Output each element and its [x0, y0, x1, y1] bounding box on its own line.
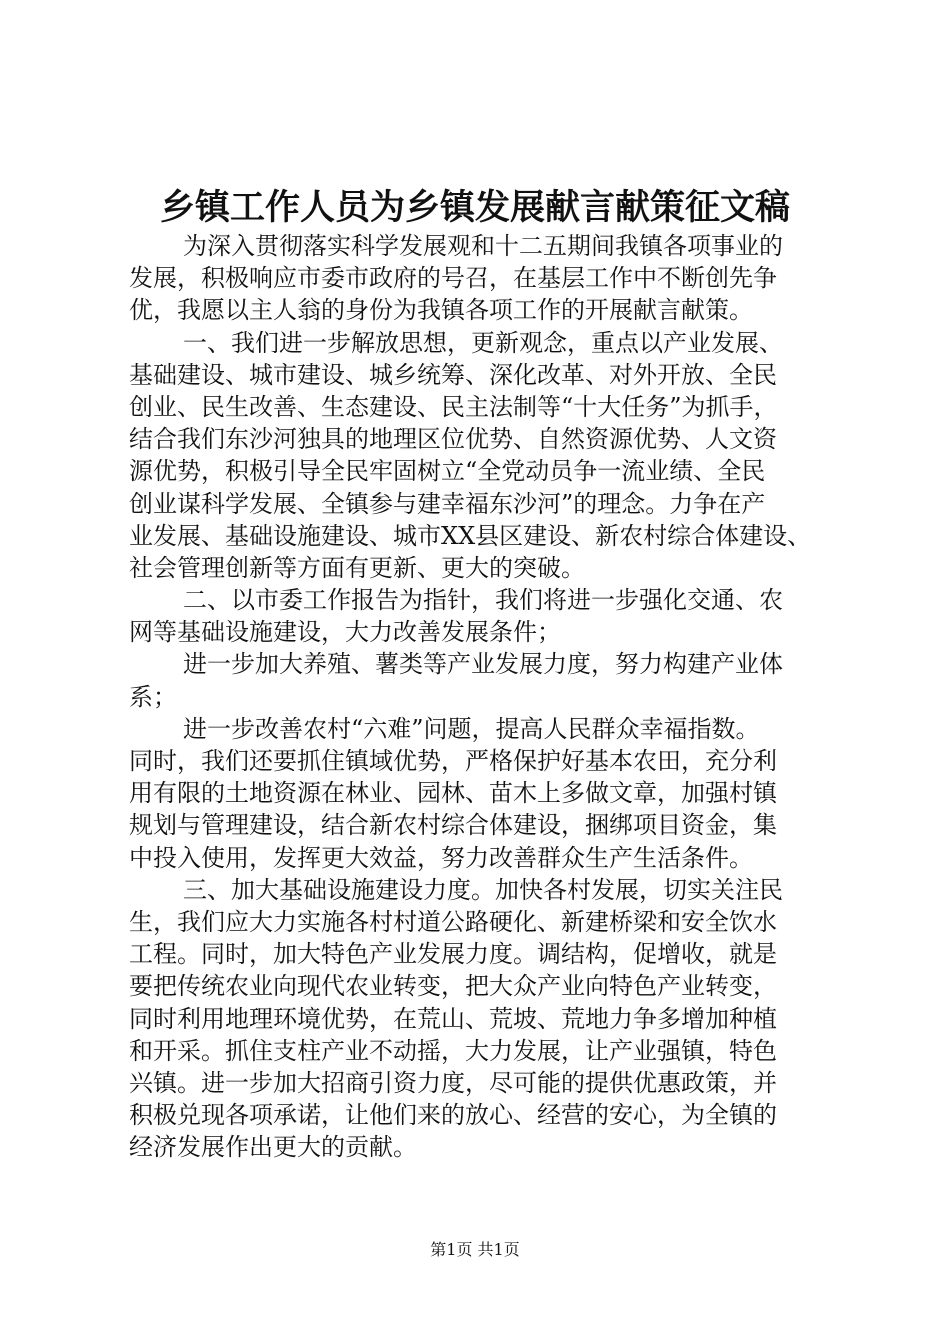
document-body: [129, 230, 837, 1163]
paragraph-line: 社会管理创新等方面有更新、更大的突破。: [129, 553, 585, 582]
page-number-footer: 第1页 共1页: [430, 1240, 520, 1259]
paragraph-line: 同时利用地理环境优势，在荒山、荒坡、荒地力争多增加种植: [129, 1004, 777, 1033]
paragraph-line: 积极兑现各项承诺，让他们来的放心、经营的安心，为全镇的: [129, 1101, 777, 1130]
paragraph-line: 要把传统农业向现代农业转变，把大众产业向特色产业转变，: [129, 972, 777, 1001]
document-title: 乡镇工作人员为乡镇发展献言献策征文稿: [159, 187, 790, 228]
paragraph-line: 用有限的土地资源在林业、园林、苗木上多做文章，加强村镇: [129, 779, 777, 808]
paragraph-line: 为深入贯彻落实科学发展观和十二五期间我镇各项事业的: [183, 232, 783, 260]
paragraph-line: 结合我们东沙河独具的地理区位优势、自然资源优势、人文资: [129, 425, 777, 454]
paragraph-line: 三、加大基础设施建设力度。加快各村发展，切实关注民: [183, 875, 783, 904]
paragraph-line: 一、我们进一步解放思想，更新观念，重点以产业发展、: [183, 328, 783, 357]
paragraph-line: 进一步加大养殖、薯类等产业发展力度，努力构建产业体: [183, 650, 783, 679]
paragraph-line: 优，我愿以主人翁的身份为我镇各项工作的开展献言献策。: [129, 296, 753, 325]
paragraph-line: 发展，积极响应市委市政府的号召，在基层工作中不断创先争: [129, 264, 777, 293]
paragraph-line: 创业、民生改善、生态建设、民主法制等“十大任务”为抓手，: [129, 392, 778, 421]
paragraph-line: 经济发展作出更大的贡献。: [129, 1133, 417, 1162]
paragraph-line: 源优势，积极引导全民牢固树立“全党动员争一流业绩、全民: [129, 457, 766, 486]
paragraph-line: 系；: [129, 682, 177, 711]
paragraph-line: 二、以市委工作报告为指针，我们将进一步强化交通、农: [183, 586, 783, 615]
paragraph-line: 同时，我们还要抓住镇域优势，严格保护好基本农田，充分利: [129, 747, 777, 775]
paragraph-line: 进一步改善农村“六难”问题，提高人民群众幸福指数。: [183, 714, 760, 743]
paragraph-line: 规划与管理建设，结合新农村综合体建设，捆绑项目资金，集: [129, 811, 777, 840]
paragraph-line: 工程。同时，加大特色产业发展力度。调结构，促增收，就是: [129, 940, 777, 969]
paragraph-line: 网等基础设施建设，大力改善发展条件；: [129, 618, 561, 647]
paragraph-line: 生，我们应大力实施各村村道公路硬化、新建桥梁和安全饮水: [129, 907, 777, 936]
paragraph-line: 和开采。抓住支柱产业不动摇，大力发展，让产业强镇，特色: [129, 1036, 777, 1065]
paragraph-line: 兴镇。进一步加大招商引资力度，尽可能的提供优惠政策，并: [129, 1068, 777, 1097]
paragraph-line: 中投入使用，发挥更大效益，努力改善群众生产生活条件。: [129, 843, 753, 872]
paragraph-line: 创业谋科学发展、全镇参与建幸福东沙河”的理念。力争在产: [129, 489, 766, 518]
paragraph-line: 基础建设、城市建设、城乡统筹、深化改革、对外开放、全民: [129, 360, 777, 389]
paragraph-line: 业发展、基础设施建设、城市XX县区建设、新农村综合体建设、: [129, 521, 812, 550]
